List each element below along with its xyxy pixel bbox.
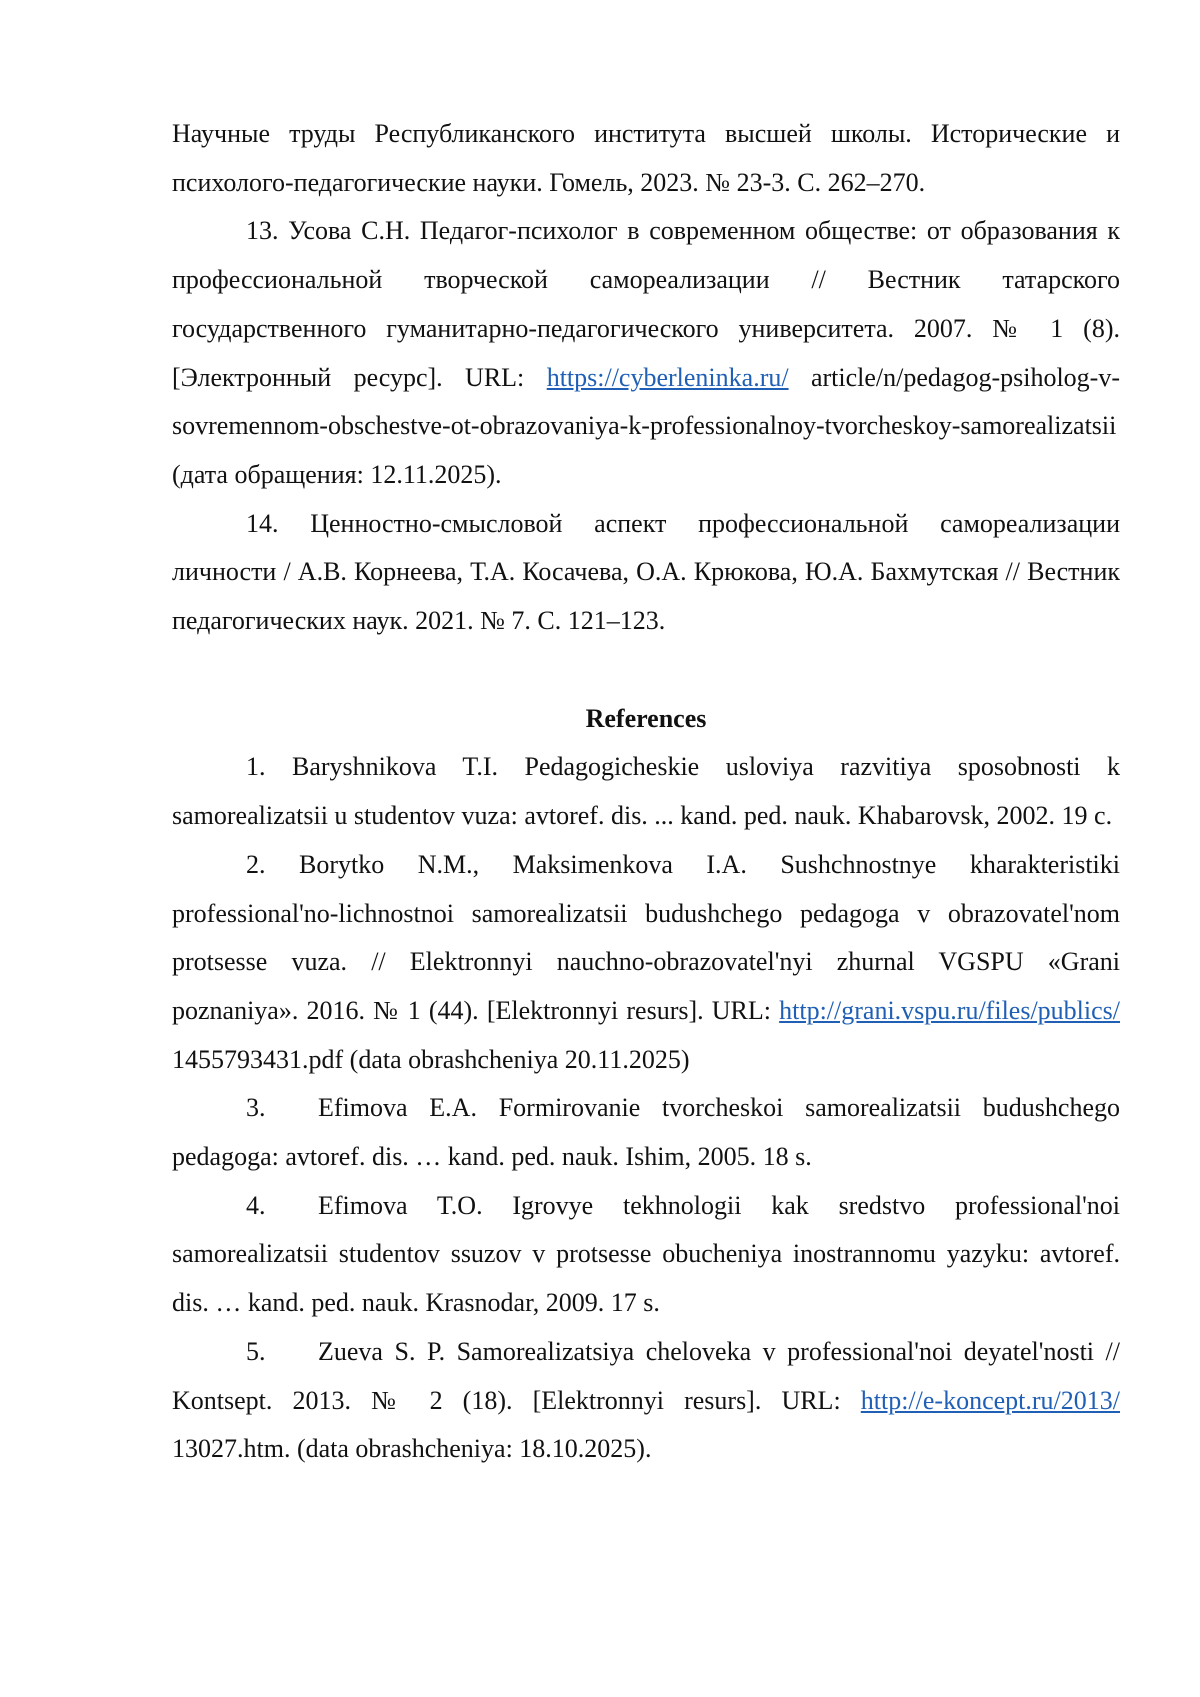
reference-text: Baryshnikova T.I. Pedagogicheskie usloviya razvitiya sposobnosti k samorealizatsii u studentov vuza: avtoref. dis. ... kand. ped. nauk. Khabarovsk, 2002. 19 с. [172, 752, 1120, 831]
references-heading: References [585, 703, 707, 733]
reference-en-4 [172, 1182, 1120, 1328]
reference-number: 5. [246, 1336, 266, 1366]
reference-13 [172, 207, 1120, 499]
reference-text-tail: 1455793431.pdf (data obrashcheniya 20.11.2025) [172, 1044, 690, 1074]
reference-text: Zueva S. P. Samorealizatsiya cheloveka v professional'noi deyatel'nosti // Kontsept. 2013. № 2 (18). [Elektronnyi resurs]. URL: [172, 1336, 1120, 1415]
reference-text: Усова С.Н. Педагог-психолог в современном обществе: от образования к профессиональной творческой самореализации // Вестник татарского государственного гуманитарно-педагогического университета. 2007. № 1 (8). [Электронный ресурс]. URL: [172, 216, 1120, 392]
reference-number: 1. [246, 752, 266, 782]
reference-text: Ценностно-смысловой аспект профессиональной самореализации личности / А.В. Корнеева, Т.А. Косачева, О.А. Крюкова, Ю.А. Бахмутская // Вестник педагогических наук. 2021. № 7. С. 121–123. [172, 508, 1120, 636]
reference-text-tail: 13027.htm. (data obrashcheniya: 18.10.2025). [172, 1434, 652, 1464]
reference-text-tail: article/n/pedagog-psiholog-v-sovremennom-obschestve-ot-obrazovaniya-k-professionalnoy-tvorcheskoy-samorealizatsii (дата обращения: 12.11.2025). [172, 362, 1120, 489]
reference-link[interactable]: http://e-koncept.ru/2013/ [860, 1385, 1120, 1415]
reference-link[interactable]: https://cyberleninka.ru/ [546, 362, 789, 392]
reference-number: 4. [246, 1190, 266, 1220]
reference-number: 13. [246, 216, 279, 246]
reference-text: Borytko N.M., Maksimenkova I.A. Sushchnostnye kharakteristiki professional'no-lichnostnoi samorealizatsii budushchego pedagoga v obrazovatel'nom protsesse vuza. // Elektronnyi nauchno-obrazovatel'nyi zhurnal VGSPU «Grani poznaniya». 2016. № 1 (44). [Elektronnyi resurs]. URL: [172, 849, 1120, 1025]
document-page [172, 110, 1120, 1474]
reference-14 [172, 500, 1120, 646]
reference-text: Efimova E.A. Formirovanie tvorcheskoi samorealizatsii budushchego pedagoga: avtoref. dis. … kand. ped. nauk. Ishim, 2005. 18 s. [172, 1093, 1120, 1172]
reference-en-1 [172, 743, 1120, 840]
reference-text: Научные труды Республиканского института высшей школы. Исторические и психолого-педагогические науки. Гомель, 2023. № 23-3. С. 262–270. [172, 119, 1120, 197]
reference-12-continuation [172, 110, 1120, 207]
reference-number: 14. [246, 508, 279, 538]
reference-en-3 [172, 1084, 1120, 1181]
reference-number: 3. [246, 1093, 266, 1123]
reference-link[interactable]: http://grani.vspu.ru/files/publics/ [779, 995, 1120, 1025]
reference-text: Efimova T.O. Igrovye tekhnologii kak sredstvo professional'noi samorealizatsii studentov ssuzov v protsesse obucheniya inostrannomu yazyku: avtoref. dis. … kand. ped. nauk. Krasnodar, 2009. 17 s. [172, 1190, 1120, 1318]
reference-en-2 [172, 841, 1120, 1085]
reference-number: 2. [246, 849, 266, 879]
reference-en-5 [172, 1328, 1120, 1474]
